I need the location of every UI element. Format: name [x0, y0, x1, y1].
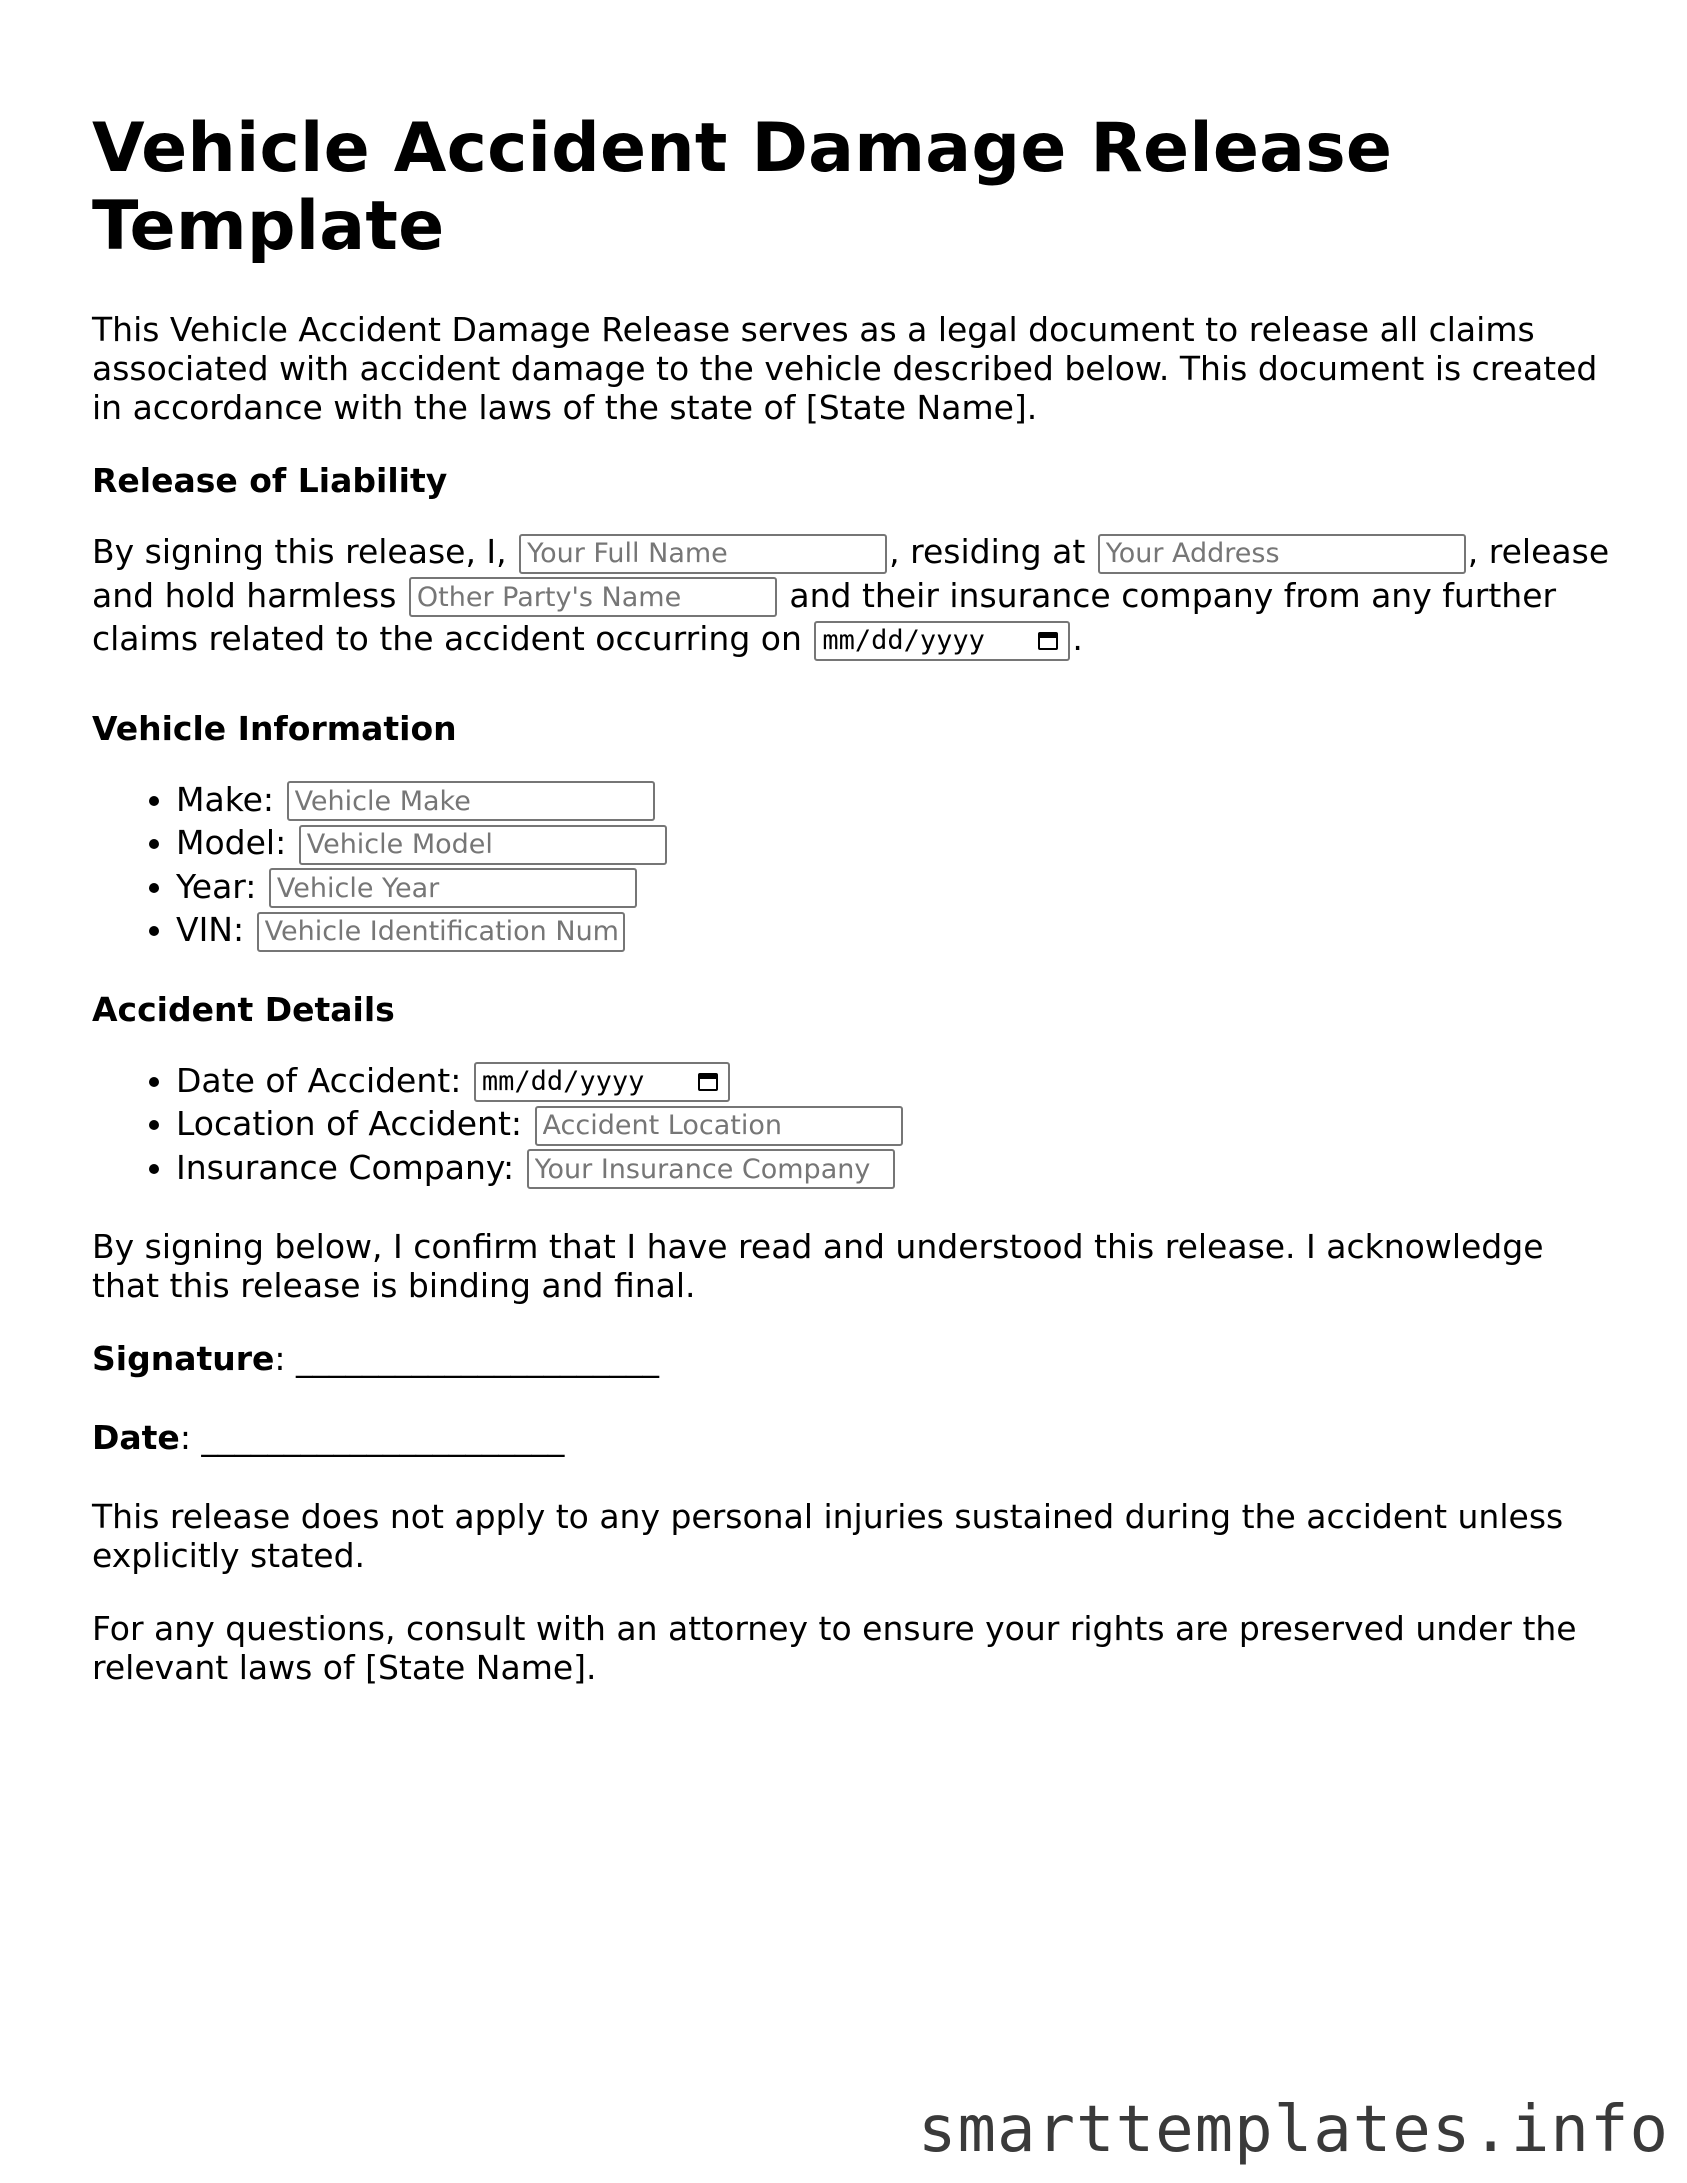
intro-paragraph: This Vehicle Accident Damage Release serves as a legal document to release all claims associated with accident damage to the vehicle described below. This document is created in accordance with the laws of the state of [State Name]. [92, 310, 1598, 427]
date-of-accident-input[interactable] [474, 1062, 730, 1102]
page-title: Vehicle Accident Damage Release Template [92, 109, 1393, 266]
vehicle-list [92, 778, 1612, 952]
list-item [176, 1146, 1612, 1190]
signature-blank: : ______________________ [274, 1339, 659, 1378]
insurance-label: Insurance Company: [176, 1147, 515, 1187]
accident-heading: Accident Details [92, 989, 395, 1029]
release-text-4: release and hold harmless [92, 532, 1610, 615]
accident-date-input[interactable] [814, 621, 1070, 661]
accident-date-placeholder: mm/dd/yyyy [822, 624, 985, 656]
release-text-5: and their insurance company from any further claims related to the accident occurring on [92, 575, 1557, 658]
make-label: Make: [176, 779, 275, 819]
vin-input[interactable] [257, 912, 625, 952]
release-text-2: , residing at [889, 532, 1086, 571]
vehicle-heading: Vehicle Information [92, 708, 457, 748]
list-item [176, 1059, 1612, 1103]
consult-paragraph: For any questions, consult with an attorney to ensure your rights are preserved under the relevant laws of [State Name]. [92, 1609, 1577, 1687]
vin-label: VIN: [176, 910, 245, 949]
address-input[interactable] [1098, 534, 1466, 574]
confirm-paragraph: By signing below, I confirm that I have read and understood this release. I acknowledge that this release is binding and final. [92, 1227, 1544, 1305]
insurance-company-input[interactable] [527, 1149, 895, 1189]
disclaimer-paragraph: This release does not apply to any personal injuries sustained during the accident unless explicitly stated. [92, 1497, 1564, 1575]
watermark: smarttemplates.info [917, 2093, 1669, 2167]
date-line [92, 1418, 1612, 1457]
other-party-input[interactable] [409, 577, 777, 617]
full-name-input[interactable] [519, 534, 887, 574]
release-text-6: . [1072, 619, 1083, 658]
date-blank: : ______________________ [179, 1418, 565, 1457]
location-label: Location of Accident: [176, 1104, 523, 1143]
date-of-accident-label: Date of Accident: [176, 1060, 462, 1100]
signature-line [92, 1339, 1612, 1378]
year-label: Year: [176, 866, 257, 906]
list-item [176, 908, 1612, 952]
calendar-icon[interactable] [1038, 632, 1058, 650]
vehicle-year-input[interactable] [269, 868, 637, 908]
release-text-3: , [1467, 532, 1479, 571]
vehicle-make-input[interactable] [287, 781, 655, 821]
release-heading: Release of Liability [92, 461, 448, 500]
accident-list [92, 1059, 1612, 1190]
model-label: Model: [176, 823, 287, 862]
date-label: Date [92, 1418, 180, 1457]
list-item [176, 778, 1612, 822]
vehicle-model-input[interactable] [299, 825, 667, 865]
accident-location-input[interactable] [535, 1106, 903, 1146]
list-item [176, 821, 1612, 865]
release-paragraph [92, 530, 1612, 661]
calendar-icon[interactable] [698, 1073, 718, 1091]
list-item [176, 1102, 1612, 1146]
date-of-accident-placeholder: mm/dd/yyyy [481, 1066, 645, 1097]
list-item [176, 865, 1612, 909]
document [92, 110, 1612, 1721]
release-text-1: By signing this release, I, [92, 532, 507, 571]
signature-label: Signature [92, 1339, 275, 1378]
